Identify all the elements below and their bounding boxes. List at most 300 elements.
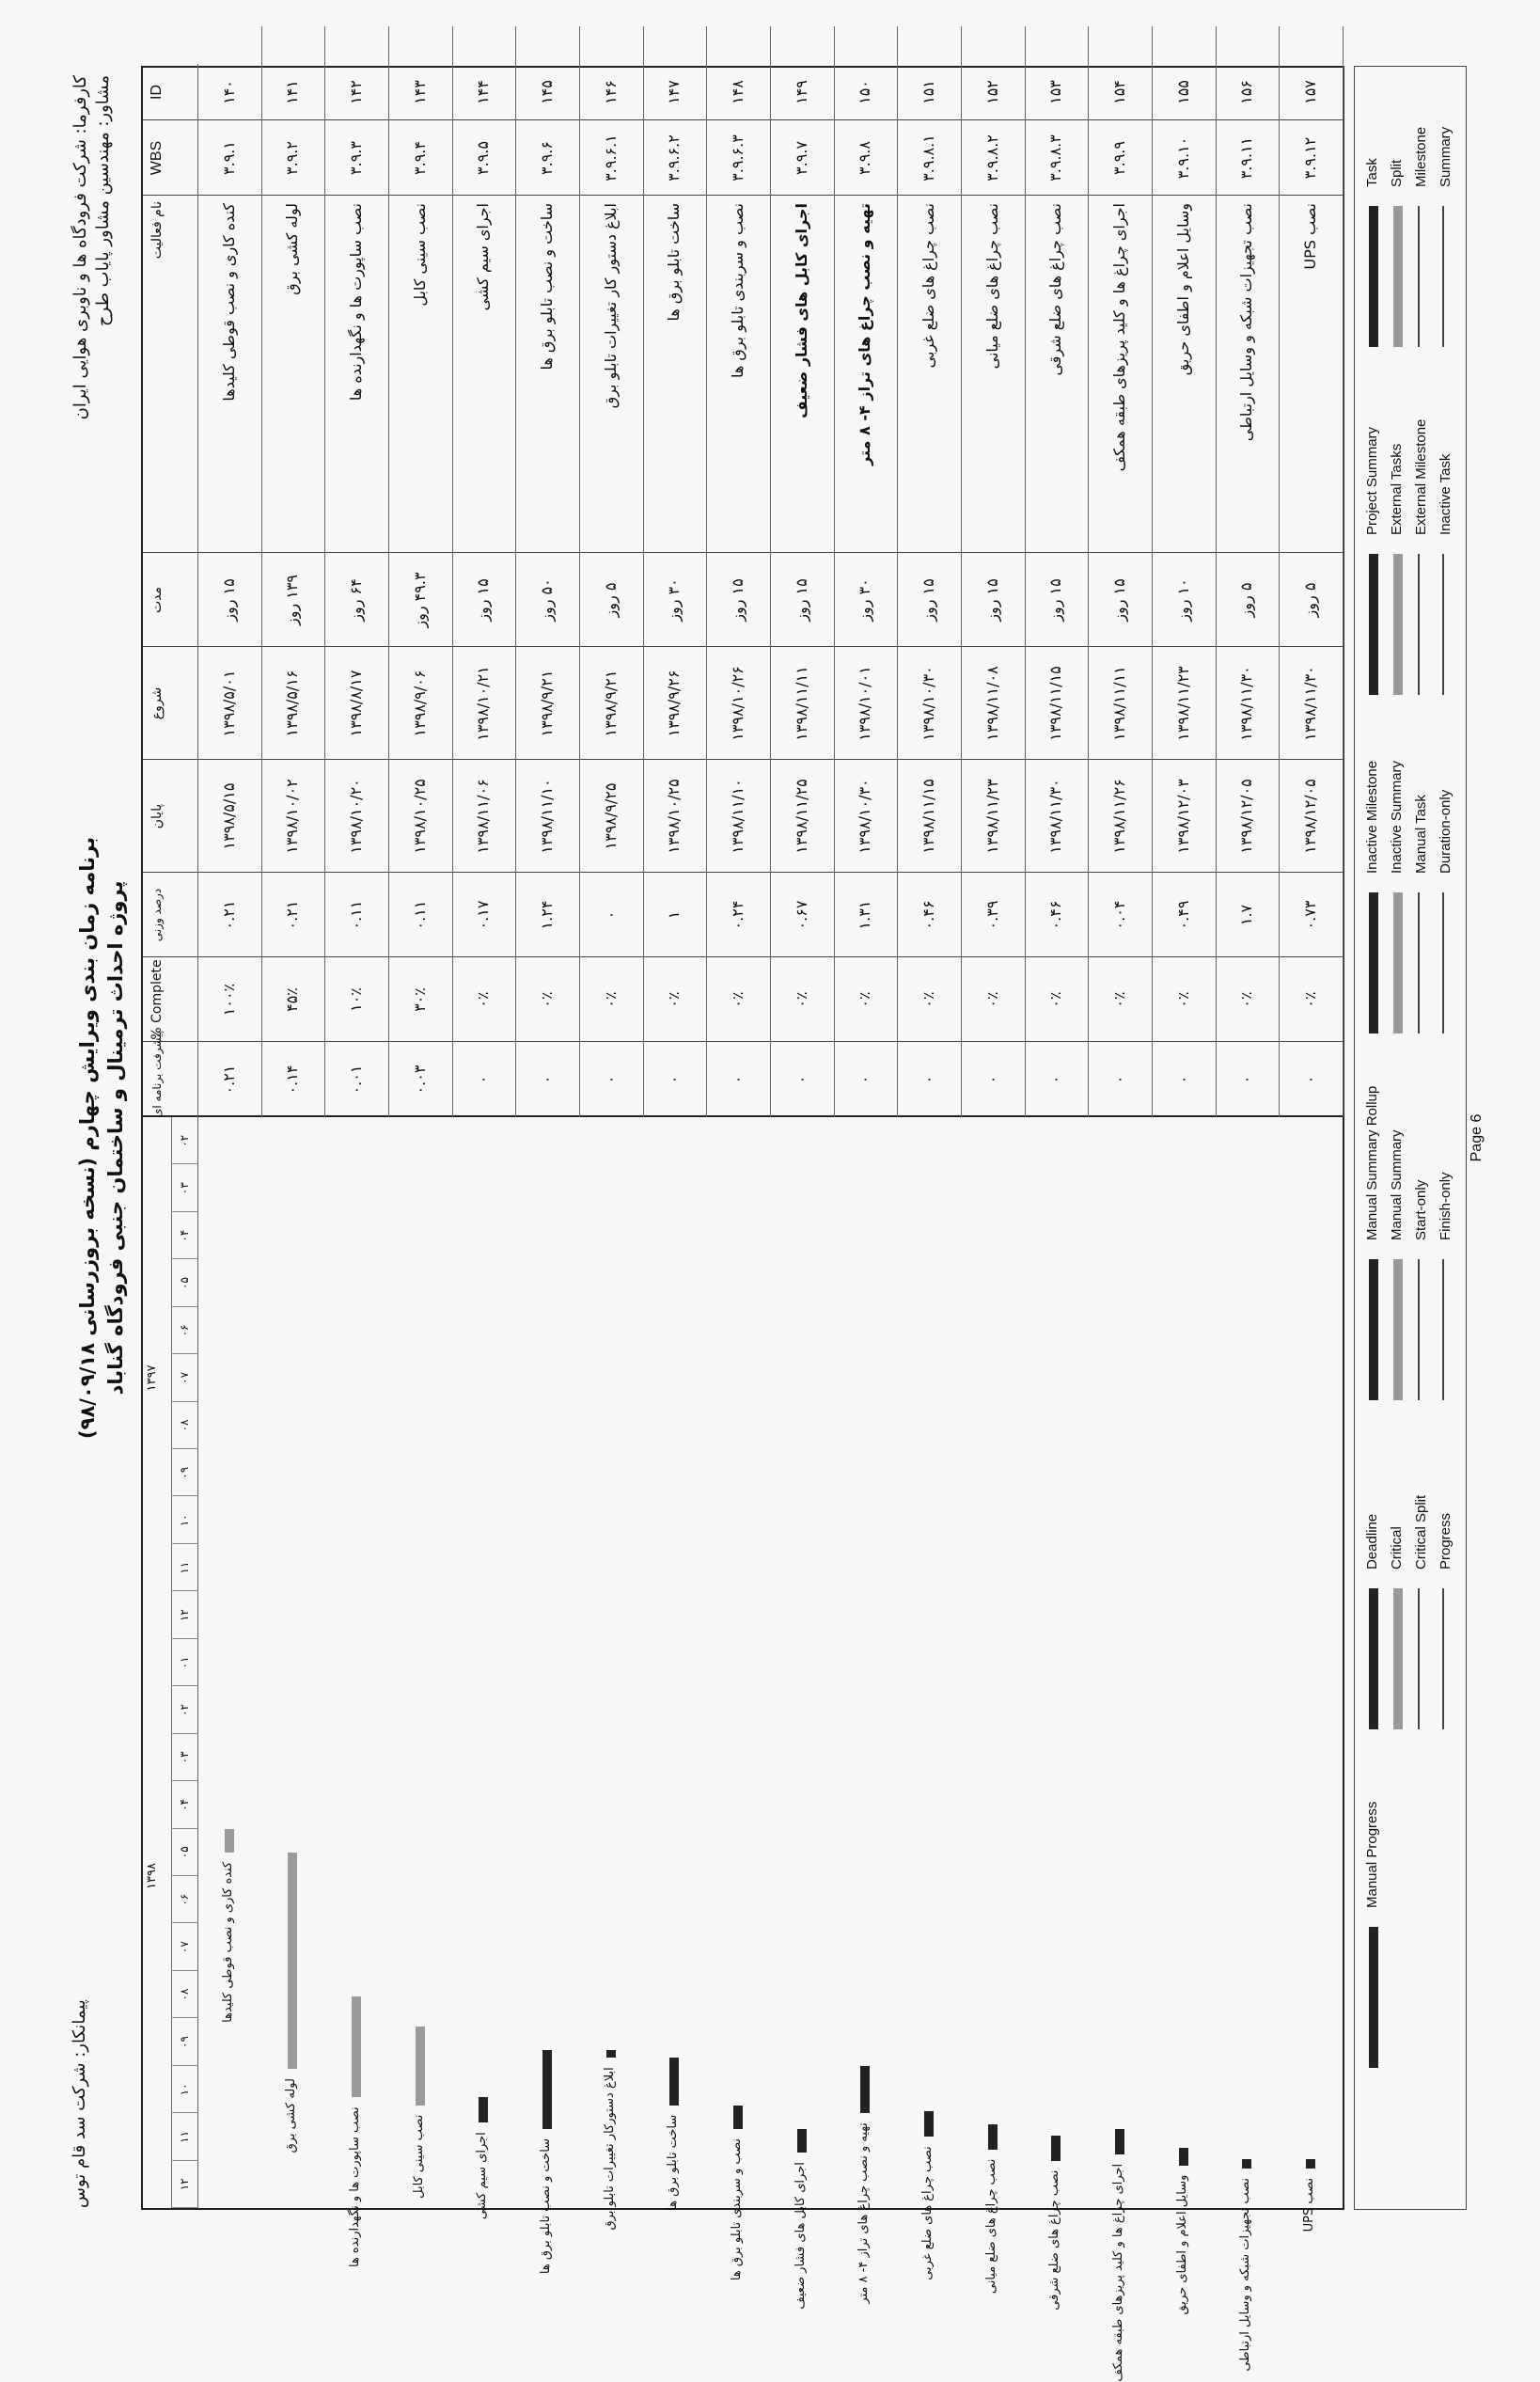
legend-swatch — [1442, 892, 1454, 1033]
year-label: ۱۳۹۷ — [145, 1365, 159, 1392]
col-header-start: شروع — [149, 686, 165, 720]
col-header-weight: درصد وزنی — [150, 888, 164, 942]
col-header-duration: مدت — [149, 586, 165, 614]
employer-block — [70, 75, 115, 419]
task-name-cell: ساخت و نصب تابلو برق ها — [538, 203, 557, 371]
task-name-cell: ابلاغ دستور کار تغییرات تابلو برق — [601, 203, 620, 409]
gantt-bar[interactable] — [479, 2097, 488, 2122]
id-cell: ۱۴۹ — [792, 80, 810, 104]
table-row[interactable] — [388, 68, 452, 2208]
legend-swatch — [1393, 892, 1403, 1033]
month-tick: ۰۳ — [178, 1751, 191, 1764]
wbs-cell: ۳.۹.۱۱ — [1237, 136, 1256, 180]
gantt-bar[interactable] — [1051, 2136, 1061, 2161]
rotated-page — [66, 56, 1485, 2382]
complete-cell: ۰٪ — [1237, 991, 1256, 1008]
table-row[interactable] — [261, 68, 325, 2208]
finish-cell: ۱۳۹۸/۱۱/۲۶ — [1110, 779, 1129, 854]
progress-cell: ۰ — [1110, 1075, 1129, 1084]
id-cell: ۱۵۷ — [1301, 80, 1320, 104]
progress-cell: ۰ — [601, 1075, 620, 1084]
month-tick: ۰۸ — [178, 1419, 191, 1432]
month-tick: ۰۲ — [178, 1704, 191, 1716]
finish-cell: ۱۳۹۸/۱۱/۲۳ — [982, 779, 1001, 854]
page-number: Page 6 — [1469, 1113, 1485, 1162]
legend-label: Manual Task — [1413, 795, 1429, 874]
progress-cell: ۰ — [919, 1075, 938, 1084]
progress-cell: ۰ — [1046, 1075, 1065, 1084]
wbs-cell: ۳.۹.۸.۲ — [982, 134, 1001, 181]
duration-cell: ۵ روز — [1237, 582, 1256, 618]
month-tick: ۱۱ — [178, 2130, 191, 2143]
month-tick: ۰۶ — [178, 1893, 191, 1906]
complete-cell: ۰٪ — [1173, 991, 1192, 1008]
month-tick: ۰۸ — [178, 1988, 191, 2001]
complete-cell: ۰٪ — [792, 991, 810, 1008]
title-line-1: برنامه زمان بندی ویرایش چهارم (نسخه بروزرسانی ۹۸/۰۹/۱۸) — [76, 837, 99, 1439]
gantt-bar-label: تهیه و نصب چراغ های تراز ۴- ۸ متر — [856, 2122, 872, 2304]
task-name-cell: نصب ساپورت ها و نگهدارنده ها — [347, 203, 366, 402]
gantt-bar[interactable] — [1306, 2159, 1315, 2169]
weight-cell: ۰.۱۷ — [474, 900, 493, 930]
progress-cell: ۰ — [792, 1075, 810, 1084]
gantt-bar-label: نصب UPS — [1302, 2177, 1317, 2232]
gantt-bar[interactable] — [1179, 2148, 1188, 2165]
start-cell: ۱۳۹۸/۱۰/۲۱ — [474, 666, 493, 741]
col-header-wbs: WBS — [149, 140, 165, 176]
month-tick: ۰۷ — [178, 1371, 191, 1384]
contractor-label: پیمانکار: شرکت سد قام توس — [70, 1999, 89, 2208]
month-tick: ۰۲ — [178, 1134, 191, 1147]
start-cell: ۱۳۹۸/۱۰/۳۰ — [919, 666, 938, 741]
gantt-bar-label: نصب ساپورت ها و نگهدارنده ها — [348, 2106, 363, 2268]
task-name-cell: لوله کشی برق — [283, 203, 302, 295]
legend-swatch — [1418, 892, 1429, 1033]
duration-cell: ۱۵ روز — [792, 578, 810, 622]
month-tick: ۰۹ — [178, 1466, 191, 1479]
gantt-bar-label: نصب و سربندی تابلو برق ها — [730, 2137, 745, 2281]
weight-cell: ۰ — [601, 910, 620, 920]
start-cell: ۱۳۹۸/۸/۱۷ — [347, 670, 366, 737]
month-tick: ۰۳ — [178, 1182, 191, 1195]
duration-cell: ۱۵ روز — [474, 578, 493, 622]
id-cell: ۱۴۵ — [538, 80, 557, 104]
schedule-table — [141, 66, 1344, 2382]
weight-cell: ۰.۲۴ — [729, 900, 747, 930]
gantt-bar-label: کنده کاری و نصب قوطی کلیدها — [220, 1861, 235, 2023]
duration-cell: ۱۵ روز — [1046, 578, 1065, 622]
complete-cell: ۰٪ — [1110, 991, 1129, 1008]
id-cell: ۱۴۰ — [219, 80, 238, 104]
gantt-bar[interactable] — [797, 2129, 807, 2153]
id-cell: ۱۴۲ — [347, 80, 366, 104]
progress-cell: ۰ — [982, 1075, 1001, 1084]
weight-cell: ۰.۴۶ — [1046, 900, 1065, 930]
start-cell: ۱۳۹۸/۱۱/۳۰ — [1301, 666, 1320, 741]
legend-label: External Milestone — [1413, 418, 1429, 535]
id-cell: ۱۴۶ — [601, 80, 620, 104]
start-cell: ۱۳۹۸/۱۰/۲۶ — [729, 666, 747, 741]
table-row[interactable] — [897, 68, 961, 2280]
start-cell: ۱۳۹۸/۱۱/۱۵ — [1046, 666, 1065, 741]
legend-label: Task — [1364, 158, 1380, 187]
month-tick: ۰۷ — [178, 1941, 191, 1954]
wbs-cell: ۳.۹.۱ — [219, 141, 238, 175]
gantt-bar-label: اجرای کابل های فشار ضعیف — [793, 2162, 808, 2310]
wbs-cell: ۳.۹.۶.۳ — [729, 134, 747, 181]
title-line-2: پروژه احداث ترمینال و ساختمان جنبی فرودگاه گناباد — [104, 880, 127, 1396]
gantt-bar[interactable] — [606, 2050, 616, 2058]
wbs-cell: ۳.۹.۴ — [410, 141, 429, 175]
month-tick: ۱۲ — [178, 1609, 191, 1622]
duration-cell: ۵۰ روز — [538, 578, 557, 622]
gantt-bar[interactable] — [1242, 2159, 1251, 2169]
wbs-cell: ۳.۹.۶.۱ — [601, 134, 620, 181]
start-cell: ۱۳۹۸/۹/۰۶ — [410, 670, 429, 737]
progress-cell: ۰.۱۴ — [283, 1065, 302, 1095]
start-cell: ۱۳۹۸/۱۱/۱۱ — [1110, 666, 1129, 741]
wbs-cell: ۳.۹.۸.۳ — [1046, 134, 1065, 181]
legend-label: Manual Progress — [1364, 1801, 1380, 1908]
legend-label: Critical — [1389, 1526, 1405, 1570]
weight-cell: ۱.۲۴ — [538, 900, 557, 930]
progress-cell: ۰.۰۱ — [347, 1065, 366, 1095]
legend-swatch — [1393, 554, 1403, 695]
gantt-bar-label: اجرای چراغ ها و کلید پریزهای طبقه همکف — [1111, 2163, 1126, 2382]
weight-cell: ۰.۳۹ — [982, 900, 1001, 930]
month-tick: ۰۹ — [178, 2036, 191, 2048]
progress-cell: ۰ — [856, 1075, 874, 1084]
table-row[interactable] — [643, 68, 707, 2211]
table-row[interactable] — [706, 68, 770, 2281]
complete-cell: ۰٪ — [1301, 991, 1320, 1008]
col-header-name: نام فعالیت — [149, 201, 165, 260]
weight-cell: ۰.۱۱ — [347, 900, 366, 930]
table-row[interactable] — [515, 68, 579, 2275]
weight-cell: ۱.۷ — [1237, 904, 1256, 926]
table-row[interactable] — [197, 68, 261, 2208]
legend-swatch — [1418, 554, 1429, 695]
task-name-cell: نصب UPS — [1301, 203, 1320, 270]
legend-label: Split — [1389, 159, 1405, 187]
legend-label: Progress — [1438, 1512, 1454, 1570]
weight-cell: ۰.۴۶ — [919, 900, 938, 930]
finish-cell: ۱۳۹۸/۱۰/۳۰ — [856, 779, 874, 854]
weight-cell: ۱ — [665, 910, 684, 920]
legend-label: External Tasks — [1389, 443, 1405, 535]
month-tick: ۰۵ — [178, 1277, 191, 1289]
id-cell: ۱۵۲ — [982, 80, 1001, 104]
legend-label: Start-only — [1413, 1179, 1429, 1240]
finish-cell: ۱۳۹۸/۹/۲۵ — [601, 782, 620, 850]
legend-label: Project Summary — [1364, 426, 1380, 535]
task-name-cell: نصب چراغ های ضلع شرقی — [1046, 203, 1065, 376]
id-cell: ۱۵۳ — [1046, 80, 1065, 104]
legend-label: Deadline — [1364, 1513, 1380, 1570]
month-tick: ۰۴ — [178, 1229, 191, 1242]
finish-cell: ۱۳۹۸/۱۱/۱۰ — [538, 779, 557, 854]
gantt-bar[interactable] — [288, 1853, 297, 2069]
table-row[interactable] — [1152, 68, 1216, 2315]
start-cell: ۱۳۹۸/۹/۲۱ — [601, 670, 620, 737]
wbs-cell: ۳.۹.۹ — [1110, 141, 1129, 175]
task-name-cell: تهیه و نصب چراغ های تراز ۴- ۸ متر — [856, 203, 874, 465]
progress-cell: ۰ — [1301, 1075, 1320, 1084]
weight-cell: ۰.۰۴ — [1110, 900, 1129, 930]
legend-swatch — [1369, 892, 1378, 1033]
legend-label: Milestone — [1413, 126, 1429, 187]
legend-label: Inactive Task — [1438, 453, 1454, 535]
duration-cell: ۵ روز — [1301, 582, 1320, 618]
start-cell: ۱۳۹۸/۱۰/۰۱ — [856, 666, 874, 741]
progress-cell: ۰.۰۳ — [410, 1065, 429, 1095]
month-tick: ۰۵ — [178, 1846, 191, 1859]
month-tick: ۱۱ — [178, 1561, 191, 1574]
legend-swatch — [1369, 1588, 1378, 1729]
legend-label: Manual Summary — [1389, 1129, 1405, 1240]
id-cell: ۱۵۵ — [1173, 80, 1192, 104]
task-name-cell: اجرای کابل های فشار ضعیف — [792, 203, 810, 418]
month-tick: ۰۱ — [178, 1656, 191, 1669]
task-name-cell: وسایل اعلام و اطفای حریق — [1173, 203, 1192, 376]
duration-cell: ۱۵ روز — [1110, 578, 1129, 622]
finish-cell: ۱۳۹۸/۱۲/۰۳ — [1173, 779, 1192, 854]
complete-cell: ۱۰٪ — [347, 987, 366, 1012]
start-cell: ۱۳۹۸/۵/۱۶ — [283, 670, 302, 737]
finish-cell: ۱۳۹۸/۱۰/۲۵ — [665, 779, 684, 854]
legend-label: Duration-only — [1438, 789, 1454, 874]
finish-cell: ۱۳۹۸/۱۱/۳۰ — [1046, 779, 1065, 854]
wbs-cell: ۳.۹.۳ — [347, 141, 366, 175]
gantt-bar[interactable] — [225, 1829, 234, 1853]
month-tick: ۱۰ — [178, 2083, 191, 2096]
legend-swatch — [1442, 206, 1454, 347]
gantt-bar-label: ابلاغ دستورکار تغییرات تابلو برق — [602, 2067, 617, 2231]
table-row[interactable] — [324, 68, 388, 2268]
legend-swatch — [1442, 554, 1454, 695]
month-tick: ۰۶ — [178, 1324, 191, 1337]
finish-cell: ۱۳۹۸/۱۱/۲۵ — [792, 779, 810, 854]
task-name-cell: نصب تجهیزات شبکه و وسایل ارتباطی — [1237, 203, 1256, 442]
wbs-cell: ۳.۹.۱۰ — [1173, 136, 1192, 180]
weight-cell: ۰.۲۱ — [219, 900, 238, 930]
col-header-progress: پیشرفت برنامه ای — [150, 1031, 164, 1117]
start-cell: ۱۳۹۸/۵/۰۱ — [219, 670, 238, 737]
duration-cell: ۱۵ روز — [729, 578, 747, 622]
gantt-bar[interactable] — [988, 2124, 998, 2150]
id-cell: ۱۵۴ — [1110, 80, 1129, 104]
wbs-cell: ۳.۹.۵ — [474, 141, 493, 175]
complete-cell: ۰٪ — [601, 991, 620, 1008]
weight-cell: ۰.۱۱ — [410, 900, 429, 930]
row-divider — [1343, 26, 1344, 1117]
progress-cell: ۰ — [665, 1075, 684, 1084]
col-header-id: ID — [149, 85, 165, 100]
legend-swatch — [1393, 1588, 1403, 1729]
duration-cell: ۳۰ روز — [856, 578, 874, 622]
table-row[interactable] — [834, 68, 898, 2304]
legend-swatch — [1369, 1259, 1378, 1400]
progress-cell: ۰ — [474, 1075, 493, 1084]
gantt-bar[interactable] — [352, 1996, 361, 2098]
progress-cell: ۰ — [729, 1075, 747, 1084]
task-name-cell: نصب و سربندی تابلو برق ها — [729, 203, 747, 378]
id-cell: ۱۴۳ — [410, 80, 429, 104]
legend-swatch — [1442, 1588, 1454, 1729]
weight-cell: ۰.۷۳ — [1301, 900, 1320, 930]
gantt-bar-label: ساخت و نصب تابلو برق ها — [539, 2137, 554, 2275]
start-cell: ۱۳۹۸/۹/۲۱ — [538, 670, 557, 737]
task-name-cell: کنده کاری و نصب قوطی کلیدها — [219, 203, 238, 402]
gantt-bar[interactable] — [669, 2058, 679, 2105]
legend-swatch — [1442, 1259, 1454, 1400]
task-name-cell: نصب سینی کابل — [410, 203, 429, 307]
legend-label: Inactive Summary — [1389, 760, 1405, 874]
duration-cell: ۱۰ روز — [1173, 578, 1192, 622]
month-tick: ۰۴ — [178, 1798, 191, 1811]
weight-cell: ۰.۲۱ — [283, 900, 302, 930]
col-header-finish: پایان — [149, 803, 165, 829]
gantt-bar-label: لوله کشی برق — [284, 2078, 299, 2153]
gantt-bar[interactable] — [924, 2111, 934, 2137]
id-cell: ۱۴۸ — [729, 80, 747, 104]
gantt-bar-label: اجرای سیم کشی — [475, 2132, 490, 2220]
complete-cell: ۰٪ — [729, 991, 747, 1008]
complete-cell: ۰٪ — [982, 991, 1001, 1008]
table-row[interactable] — [1216, 68, 1280, 2372]
wbs-cell: ۳.۹.۸ — [856, 141, 874, 175]
legend-swatch — [1393, 1259, 1403, 1400]
legend-swatch — [1393, 206, 1403, 347]
wbs-cell: ۳.۹.۶.۲ — [665, 134, 684, 181]
month-tick: ۱۲ — [178, 2178, 191, 2191]
task-name-cell: نصب چراغ های ضلع غربی — [919, 203, 938, 369]
finish-cell: ۱۳۹۸/۱۰/۲۰ — [347, 779, 366, 854]
complete-cell: ۰٪ — [919, 991, 938, 1008]
legend-label: Finish-only — [1438, 1172, 1454, 1240]
gantt-bar-label: نصب تجهیزات شبکه و وسایل ارتباطی — [1238, 2177, 1253, 2372]
finish-cell: ۱۳۹۸/۱۱/۱۰ — [729, 779, 747, 854]
task-name-cell: اجرای چراغ ها و کلید پریزهای طبقه همکف — [1110, 203, 1129, 472]
legend-swatch — [1369, 554, 1378, 695]
legend-label: Manual Summary Rollup — [1364, 1085, 1380, 1240]
duration-cell: ۴۹.۳ روز — [410, 572, 429, 628]
start-cell: ۱۳۹۸/۱۱/۱۱ — [792, 666, 810, 741]
weight-cell: ۱.۳۱ — [856, 900, 874, 930]
table-row[interactable] — [579, 68, 643, 2231]
table-row[interactable] — [1025, 68, 1089, 2311]
complete-cell: ۱۰۰٪ — [219, 983, 238, 1017]
start-cell: ۱۳۹۸/۹/۲۶ — [665, 670, 684, 737]
employer-label: کارفرما: شرکت فرودگاه ها و ناوبری هوایی ایران — [71, 75, 90, 420]
progress-cell: ۰.۲۱ — [219, 1065, 238, 1095]
finish-cell: ۱۳۹۸/۱۱/۱۵ — [919, 779, 938, 854]
table-row[interactable] — [1088, 68, 1152, 2382]
gantt-bar-label: نصب چراغ های ضلع میانی — [983, 2158, 998, 2295]
legend-label: Critical Split — [1413, 1494, 1429, 1570]
duration-cell: ۱۳۹ روز — [283, 574, 302, 626]
legend-swatch — [1418, 206, 1429, 347]
duration-cell: ۵ روز — [601, 582, 620, 618]
duration-cell: ۱۵ روز — [919, 578, 938, 622]
id-cell: ۱۵۶ — [1237, 80, 1256, 104]
gantt-bar[interactable] — [1115, 2129, 1124, 2154]
task-name-cell: اجرای سیم کشی — [474, 203, 493, 311]
col-header-complete: % Complete — [149, 959, 165, 1040]
id-cell: ۱۴۷ — [665, 80, 684, 104]
finish-cell: ۱۳۹۸/۵/۱۵ — [219, 782, 238, 850]
finish-cell: ۱۳۹۸/۱۲/۰۵ — [1237, 779, 1256, 854]
legend-swatch — [1369, 206, 1378, 347]
consultant-label: مشاور: مهندسین مشاور پایاب طرح — [93, 75, 113, 326]
id-cell: ۱۴۱ — [283, 80, 302, 104]
wbs-cell: ۳.۹.۲ — [283, 141, 302, 175]
duration-cell: ۱۵ روز — [982, 578, 1001, 622]
id-cell: ۱۵۱ — [919, 80, 938, 104]
gantt-bar[interactable] — [860, 2066, 870, 2113]
weight-cell: ۰.۶۷ — [792, 900, 810, 930]
gantt-bar[interactable] — [733, 2106, 743, 2129]
task-name-cell: ساخت تابلو برق ها — [665, 203, 684, 322]
gantt-bar-label: نصب چراغ های ضلع شرقی — [1047, 2169, 1062, 2311]
complete-cell: ۳۰٪ — [410, 987, 429, 1012]
complete-cell: ۰٪ — [856, 991, 874, 1008]
id-cell: ۱۵۰ — [856, 80, 874, 104]
gantt-bar-label: ساخت تابلو برق ها — [666, 2114, 681, 2211]
wbs-cell: ۳.۹.۶ — [538, 141, 557, 175]
finish-cell: ۱۳۹۸/۱۰/۲۵ — [410, 779, 429, 854]
progress-cell: ۰ — [538, 1075, 557, 1084]
legend-label: Summary — [1438, 126, 1454, 187]
wbs-cell: ۳.۹.۸.۱ — [919, 134, 938, 181]
gantt-bar-label: نصب سینی کابل — [411, 2114, 426, 2199]
gantt-bar[interactable] — [542, 2050, 552, 2129]
legend-swatch — [1418, 1588, 1429, 1729]
table-row[interactable] — [961, 68, 1025, 2295]
table-row[interactable] — [770, 68, 834, 2310]
gantt-bar-label: نصب چراغ های ضلع غربی — [920, 2146, 935, 2280]
start-cell: ۱۳۹۸/۱۱/۳۰ — [1237, 666, 1256, 741]
table-row[interactable] — [1279, 68, 1343, 2232]
id-cell: ۱۴۴ — [474, 80, 493, 104]
legend-swatch — [1418, 1259, 1429, 1400]
duration-cell: ۶۴ روز — [347, 578, 366, 622]
wbs-cell: ۳.۹.۱۲ — [1301, 136, 1320, 180]
complete-cell: ۰٪ — [538, 991, 557, 1008]
complete-cell: ۴۵٪ — [283, 987, 302, 1012]
progress-cell: ۰ — [1237, 1075, 1256, 1084]
finish-cell: ۱۳۹۸/۱۲/۰۵ — [1301, 779, 1320, 854]
start-cell: ۱۳۹۸/۱۱/۲۳ — [1173, 666, 1192, 741]
month-divider — [171, 2207, 197, 2208]
table-row[interactable] — [452, 68, 516, 2220]
weight-cell: ۰.۴۹ — [1173, 900, 1192, 930]
task-name-cell: نصب چراغ های ضلع میانی — [982, 203, 1001, 370]
complete-cell: ۰٪ — [1046, 991, 1065, 1008]
month-tick: ۱۰ — [178, 1514, 191, 1527]
legend-swatch — [1369, 1927, 1378, 2068]
wbs-cell: ۳.۹.۷ — [792, 141, 810, 175]
gantt-bar[interactable] — [416, 2027, 425, 2106]
gantt-bar-label: وسایل اعلام و اطفای حریق — [1174, 2174, 1189, 2315]
year-label: ۱۳۹۸ — [145, 1863, 159, 1889]
duration-cell: ۳۰ روز — [665, 578, 684, 622]
finish-cell: ۱۳۹۸/۱۱/۰۶ — [474, 779, 493, 854]
duration-cell: ۱۵ روز — [219, 578, 238, 622]
complete-cell: ۰٪ — [474, 991, 493, 1008]
finish-cell: ۱۳۹۸/۱۰/۰۲ — [283, 779, 302, 854]
legend-label: Inactive Milestone — [1364, 760, 1380, 874]
